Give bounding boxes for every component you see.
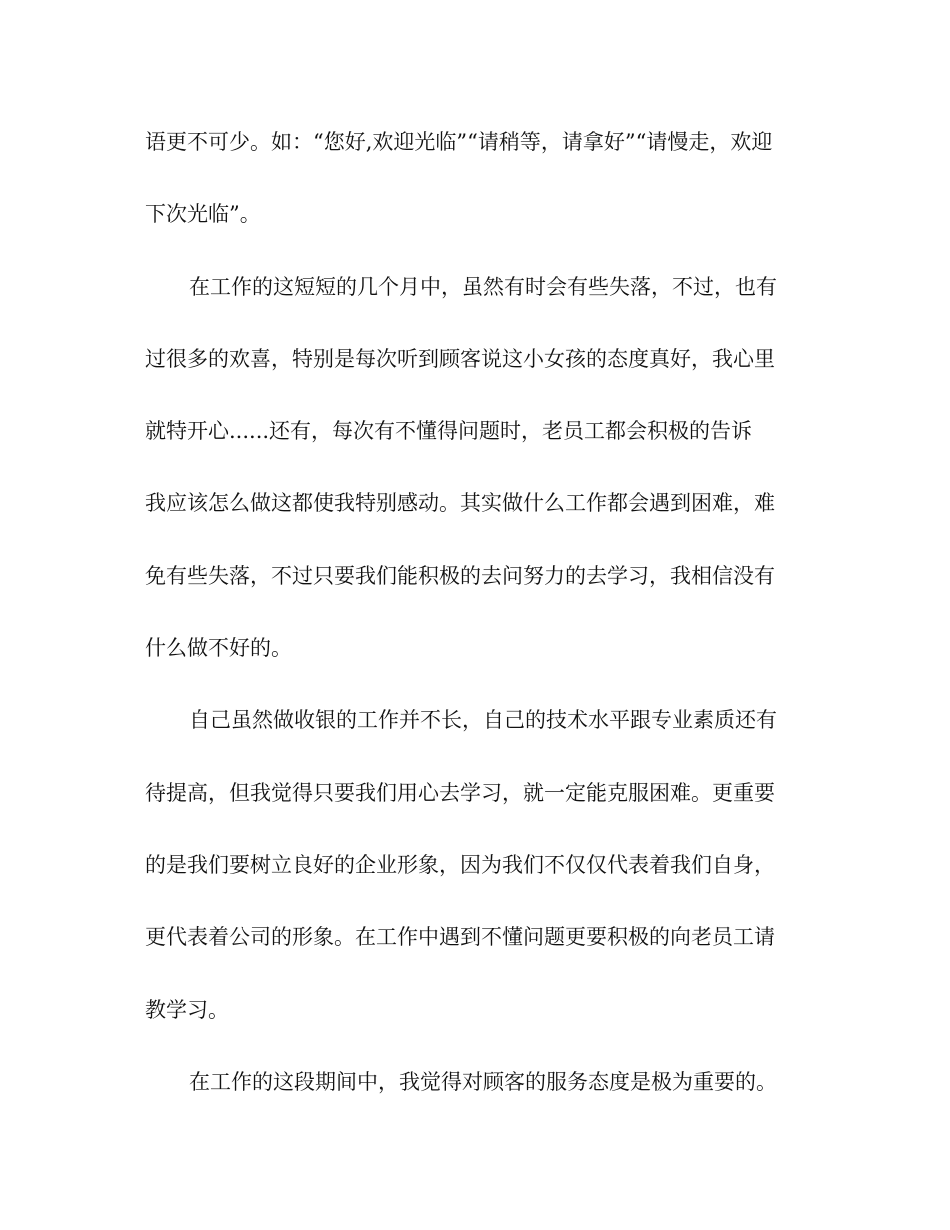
text-line: 下次光临”。: [145, 202, 261, 227]
text-line: 待提高，但我觉得只要我们用心去学习，就一定能克服困难。更重要: [145, 780, 775, 805]
text-line: 什么做不好的。: [145, 636, 292, 661]
paragraph-start-line: 自己虽然做收银的工作并不长，自己的技术水平跟专业素质还有: [189, 708, 777, 733]
paragraph-start-line: 在工作的这短短的几个月中，虽然有时会有些失落，不过，也有: [189, 274, 777, 299]
document-body: [145, 118, 805, 1130]
text-line: 更代表着公司的形象。在工作中遇到不懂问题更要积极的向老员工请: [145, 925, 775, 950]
text-line: 语更不可少。如：“您好,欢迎光临”“请稍等，请拿好”“请慢走，欢迎: [145, 130, 773, 154]
paragraph-start-line: 在工作的这段期间中，我觉得对顾客的服务态度是极为重要的。: [189, 1069, 777, 1094]
text-line: 过很多的欢喜，特别是每次听到顾客说这小女孩的态度真好，我心里: [145, 346, 775, 371]
text-line: 的是我们要树立良好的企业形象，因为我们不仅仅代表着我们自身，: [145, 852, 775, 877]
text-line: 教学习。: [145, 997, 229, 1022]
text-line: 就特开心......还有，每次有不懂得问题时，老员工都会积极的告诉: [145, 419, 753, 444]
text-line: 免有些失落，不过只要我们能积极的去问努力的去学习，我相信没有: [145, 563, 775, 588]
text-line: 我应该怎么做这都使我特别感动。其实做什么工作都会遇到困难，难: [145, 491, 775, 516]
